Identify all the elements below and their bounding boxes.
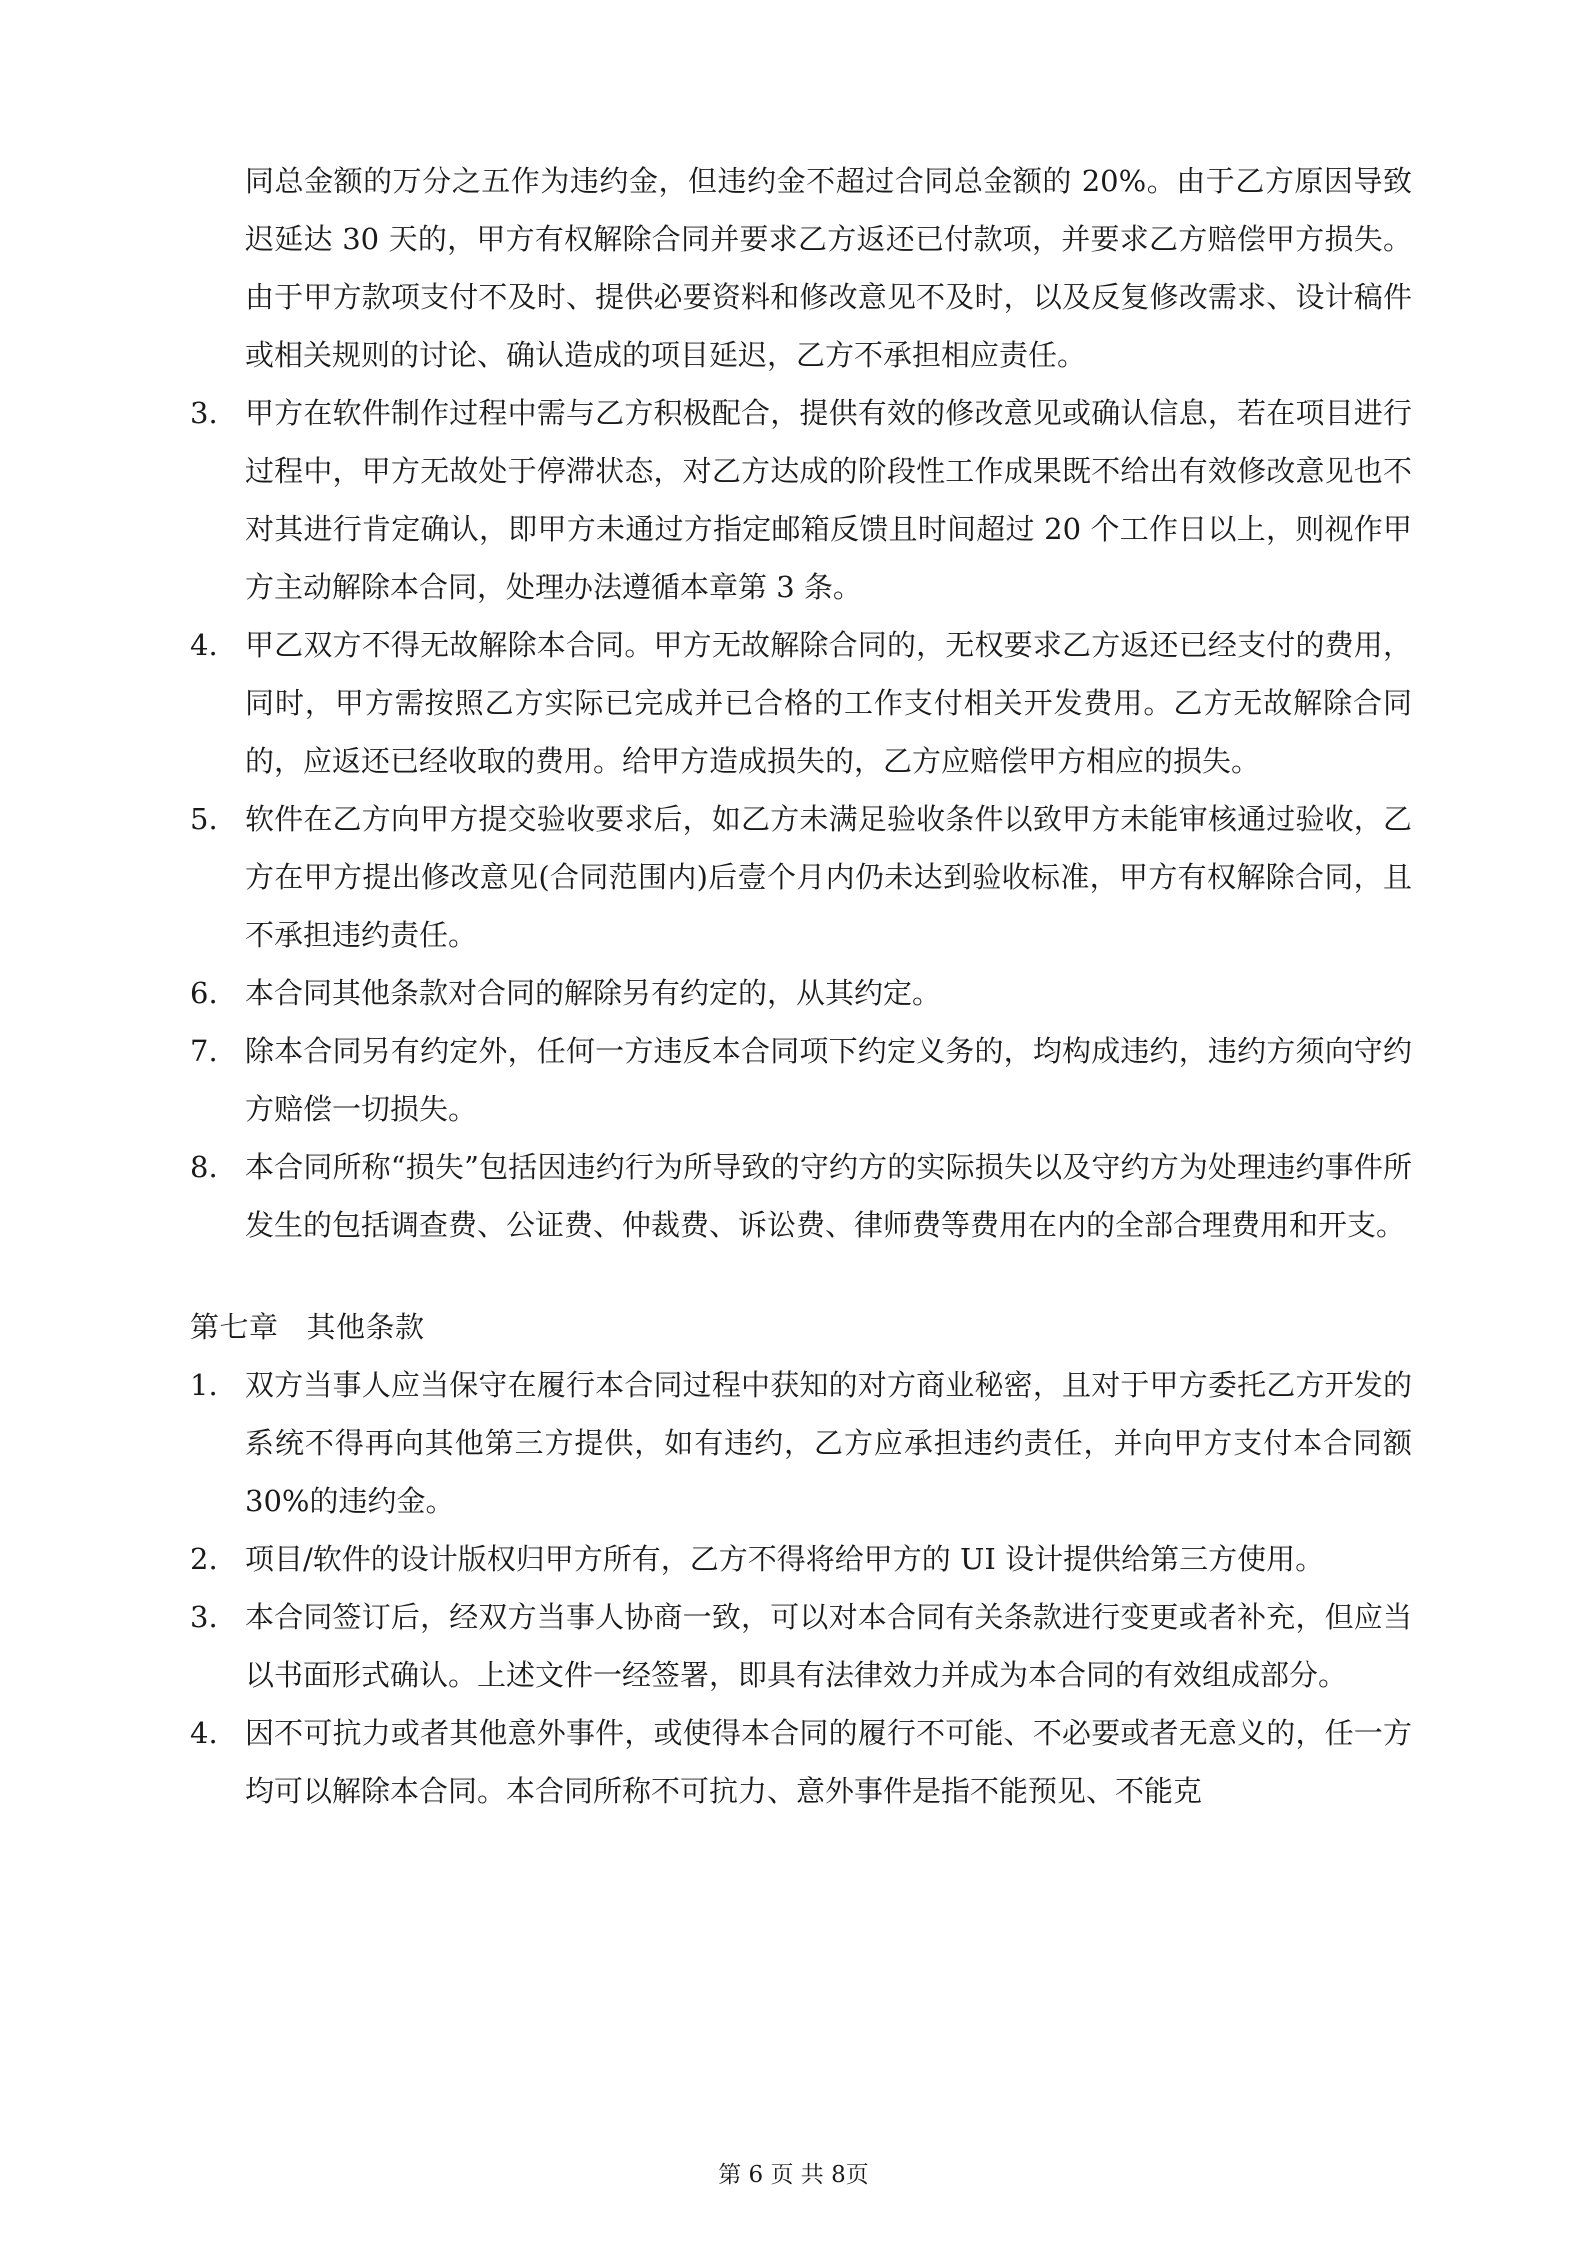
chapter-title-text: 其他条款	[306, 1310, 425, 1344]
continued-paragraph	[190, 152, 1412, 384]
item-number: 5.	[190, 802, 218, 836]
item-number: 3.	[190, 396, 218, 430]
list-item	[190, 384, 1412, 616]
list-item	[190, 1704, 1412, 1820]
item-text: 软件在乙方向甲方提交验收要求后，如乙方未满足验收条件以致甲方未能审核通过验收，乙方在甲方提出修改意见(合同范围内)后壹个月内仍未达到验收标准，甲方有权解除合同，且不承担违约责任。	[245, 802, 1412, 952]
list-item	[190, 1588, 1412, 1704]
page-footer: 第 6 页 共 8页	[718, 2162, 869, 2188]
item-number: 3.	[190, 1600, 218, 1634]
chapter-heading	[190, 1298, 1412, 1356]
item-text: 甲乙双方不得无故解除本合同。甲方无故解除合同的，无权要求乙方返还已经支付的费用，同时，甲方需按照乙方实际已完成并已合格的工作支付相关开发费用。乙方无故解除合同的，应返还已经收取的费用。给甲方造成损失的，乙方应赔偿甲方相应的损失。	[245, 628, 1412, 778]
page-content	[190, 152, 1412, 1820]
chapter-number: 第七章	[190, 1310, 279, 1344]
list-item	[190, 1356, 1412, 1530]
list-item	[190, 790, 1412, 964]
item-text: 本合同其他条款对合同的解除另有约定的，从其约定。	[245, 976, 942, 1010]
item-text: 本合同所称“损失”包括因违约行为所导致的守约方的实际损失以及守约方为处理违约事件所发生的包括调查费、公证费、仲裁费、诉讼费、律师费等费用在内的全部合理费用和开支。	[245, 1150, 1412, 1242]
item-number: 4.	[190, 1716, 218, 1750]
item-number: 6.	[190, 976, 218, 1010]
list-item	[190, 1022, 1412, 1138]
chapter7-list	[190, 1356, 1412, 1820]
item-number: 7.	[190, 1034, 218, 1068]
list-item	[190, 1530, 1412, 1588]
item-text: 除本合同另有约定外，任何一方违反本合同项下约定义务的，均构成违约，违约方须向守约方赔偿一切损失。	[245, 1034, 1412, 1126]
item-number: 4.	[190, 628, 218, 662]
item-text: 双方当事人应当保守在履行本合同过程中获知的对方商业秘密，且对于甲方委托乙方开发的系统不得再向其他第三方提供，如有违约，乙方应承担违约责任，并向甲方支付本合同额 30%的违约金。	[245, 1368, 1412, 1518]
item-number: 1.	[190, 1368, 218, 1402]
paragraph-text: 同总金额的万分之五作为违约金，但违约金不超过合同总金额的 20%。由于乙方原因导致迟延达 30 天的，甲方有权解除合同并要求乙方返还已付款项，并要求乙方赔偿甲方损失。由于甲方款项支付不及时、提供必要资料和修改意见不及时，以及反复修改需求、设计稿件或相关规则的讨论、确认造成的项目延迟，乙方不承担相应责任。	[245, 164, 1412, 372]
item-text: 甲方在软件制作过程中需与乙方积极配合，提供有效的修改意见或确认信息，若在项目进行过程中，甲方无故处于停滞状态，对乙方达成的阶段性工作成果既不给出有效修改意见也不对其进行肯定确认，即甲方未通过方指定邮箱反馈且时间超过 20 个工作日以上，则视作甲方主动解除本合同，处理办法遵循本章第 3 条。	[245, 396, 1412, 604]
list-item	[190, 964, 1412, 1022]
item-text: 因不可抗力或者其他意外事件，或使得本合同的履行不可能、不必要或者无意义的，任一方均可以解除本合同。本合同所称不可抗力、意外事件是指不能预见、不能克	[245, 1716, 1412, 1808]
item-text: 项目/软件的设计版权归甲方所有，乙方不得将给甲方的 UI 设计提供给第三方使用。	[245, 1542, 1325, 1576]
item-text: 本合同签订后，经双方当事人协商一致，可以对本合同有关条款进行变更或者补充，但应当以书面形式确认。上述文件一经签署，即具有法律效力并成为本合同的有效组成部分。	[245, 1600, 1412, 1692]
section6-list	[190, 384, 1412, 1254]
list-item	[190, 616, 1412, 790]
item-number: 2.	[190, 1542, 218, 1576]
item-number: 8.	[190, 1150, 218, 1184]
list-item	[190, 1138, 1412, 1254]
